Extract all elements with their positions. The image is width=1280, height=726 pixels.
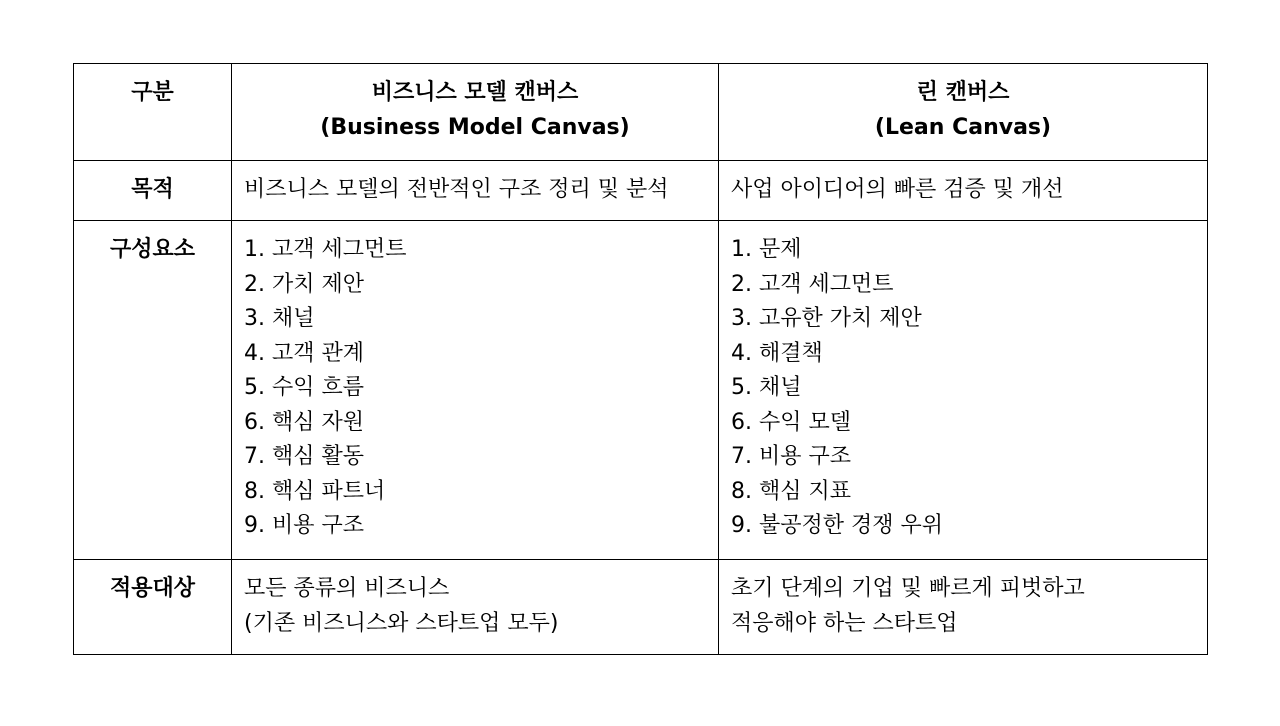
list-item: 3. 고유한 가치 제안 xyxy=(731,306,922,331)
target-bmc xyxy=(232,560,719,655)
target-lean xyxy=(719,560,1208,655)
list-item: 3. 채널 xyxy=(244,306,315,331)
components-lean xyxy=(719,221,1208,560)
list-item: 4. 고객 관계 xyxy=(244,340,364,366)
list-item: 2. 고객 세그먼트 xyxy=(731,271,894,297)
target-bmc-line: (기존 비즈니스와 스타트업 모두) xyxy=(244,610,559,636)
header-lean xyxy=(719,64,1208,161)
purpose-bmc: 비즈니스 모델의 전반적인 구조 정리 및 분석 xyxy=(232,161,719,221)
header-lean-english: (Lean Canvas) xyxy=(874,114,1052,140)
target-label: 적용대상 xyxy=(74,560,232,655)
list-item: 2. 가치 제안 xyxy=(244,271,364,297)
comparison-table xyxy=(73,63,1208,655)
purpose-row xyxy=(74,161,1208,221)
list-item: 6. 핵심 자원 xyxy=(244,409,364,435)
target-lean-line: 적응해야 하는 스타트업 xyxy=(731,610,958,636)
list-item: 9. 비용 구조 xyxy=(244,513,364,538)
bmc-components-list xyxy=(244,233,710,544)
lean-components-list xyxy=(731,233,1199,544)
header-lean-name: 린 캔버스 xyxy=(916,80,1010,105)
target-row xyxy=(74,560,1208,655)
list-item: 6. 수익 모델 xyxy=(731,409,851,435)
header-bmc-name: 비즈니스 모델 캔버스 xyxy=(371,80,579,105)
list-item: 7. 핵심 활동 xyxy=(244,444,364,469)
components-label: 구성요소 xyxy=(74,221,232,560)
list-item: 5. 채널 xyxy=(731,375,802,400)
list-item: 1. 문제 xyxy=(731,237,802,262)
list-item: 8. 핵심 지표 xyxy=(731,478,851,504)
header-bmc-english: (Business Model Canvas) xyxy=(320,114,630,140)
purpose-label: 목적 xyxy=(74,161,232,221)
header-bmc xyxy=(232,64,719,161)
list-item: 5. 수익 흐름 xyxy=(244,375,364,400)
components-bmc xyxy=(232,221,719,560)
components-row xyxy=(74,221,1208,560)
target-bmc-line: 모든 종류의 비즈니스 xyxy=(244,576,450,601)
purpose-lean: 사업 아이디어의 빠른 검증 및 개선 xyxy=(719,161,1208,221)
header-category xyxy=(74,64,232,161)
header-row xyxy=(74,64,1208,161)
list-item: 4. 해결책 xyxy=(731,340,823,366)
header-category-label: 구분 xyxy=(131,80,174,105)
list-item: 9. 불공정한 경쟁 우위 xyxy=(731,513,943,538)
list-item: 1. 고객 세그먼트 xyxy=(244,237,407,262)
list-item: 7. 비용 구조 xyxy=(731,444,851,469)
list-item: 8. 핵심 파트너 xyxy=(244,478,386,504)
target-lean-line: 초기 단계의 기업 및 빠르게 피벗하고 xyxy=(731,576,1085,601)
